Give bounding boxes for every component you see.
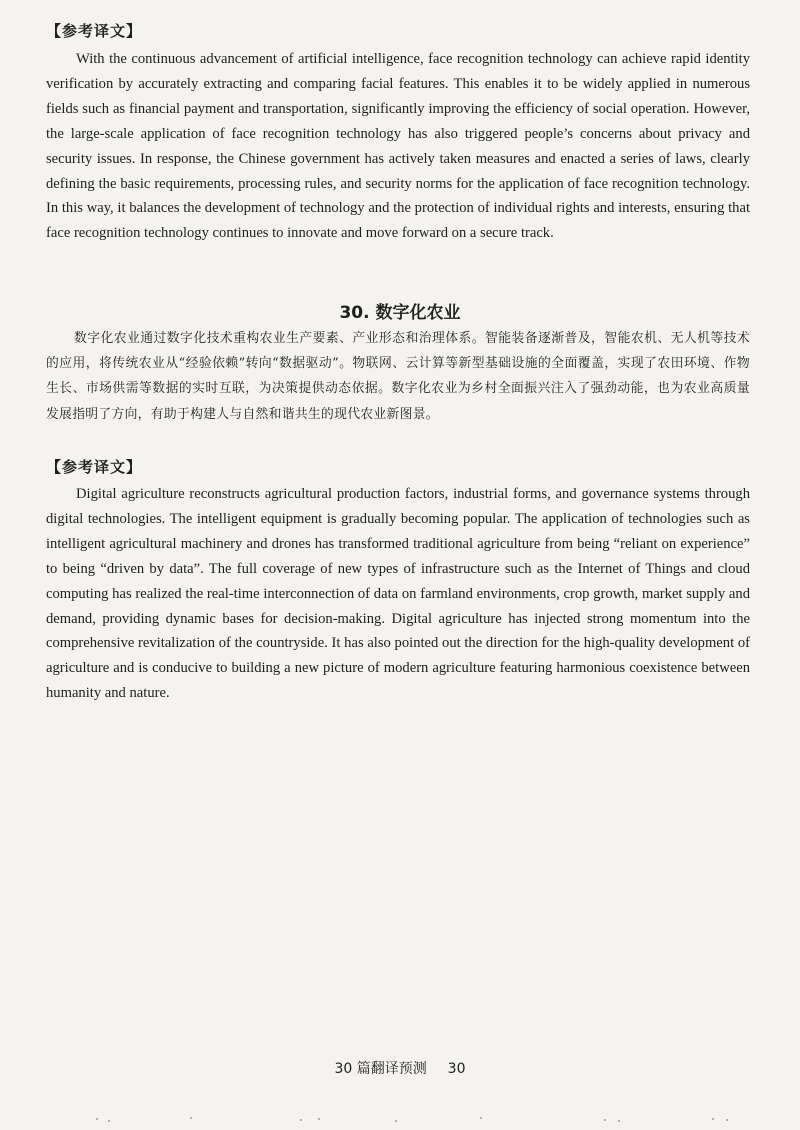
footer-page-number: 30	[447, 1061, 466, 1077]
reference-translation-paragraph-2: Digital agriculture reconstructs agricultural production factors, industrial forms, and governance systems through digital technologies. The intelligent equipment is gradually becoming popular. The application of technologies such as intelligent agricultural machinery and drones has transformed traditional agriculture from being “reliant on experience” to being “driven by data”. The full coverage of new types of infrastructure such as the Internet of Things and cloud computing has realized the real-time interconnection of data on farmland environments, crop growth, market supply and demand, providing dynamic bases for decision-making. Digital agriculture has injected strong momentum into the comprehensive revitalization of the countryside. It has also pointed out the direction for the high-quality development of agriculture and is conducive to building a new picture of modern agriculture featuring harmonious coexistence between humanity and nature.	[46, 486, 750, 702]
scan-artifact-dots	[0, 1110, 800, 1130]
page-footer	[0, 1058, 800, 1078]
reference-translation-heading-2: 【参考译文】	[46, 458, 143, 476]
reference-translation-paragraph-1: With the continuous advancement of artificial intelligence, face recognition technology can achieve rapid identity verification by accurately extracting and comparing facial features. This enables it to be widely applied in numerous fields such as financial payment and transportation, significantly improving the efficiency of social operation. However, the large-scale application of face recognition technology has also triggered people’s concerns about privacy and security issues. In response, the Chinese government has actively taken measures and enacted a series of laws, clearly defining the basic requirements, processing rules, and security norms for the application of face recognition technology. In this way, it balances the development of technology and the protection of individual rights and interests, ensuring that face recognition technology continues to innovate and move forward on a secure track.	[46, 51, 750, 242]
footer-book-title: 30 篇翻译预测	[334, 1061, 427, 1077]
item-30-title: 30. 数字化农业	[339, 303, 461, 323]
reference-translation-heading-1: 【参考译文】	[46, 22, 143, 40]
item-30-chinese-paragraph: 数字化农业通过数字化技术重构农业生产要素、产业形态和治理体系。智能装备逐渐普及，智能农机、无人机等技术的应用，将传统农业从“经验依赖”转向“数据驱动”。物联网、云计算等新型基础设施的全面覆盖，实现了农田环境、作物生长、市场供需等数据的实时互联，为决策提供动态依据。数字化农业为乡村全面振兴注入了强劲动能，也为农业高质量发展指明了方向，有助于构建人与自然和谐共生的现代农业新图景。	[46, 331, 750, 422]
